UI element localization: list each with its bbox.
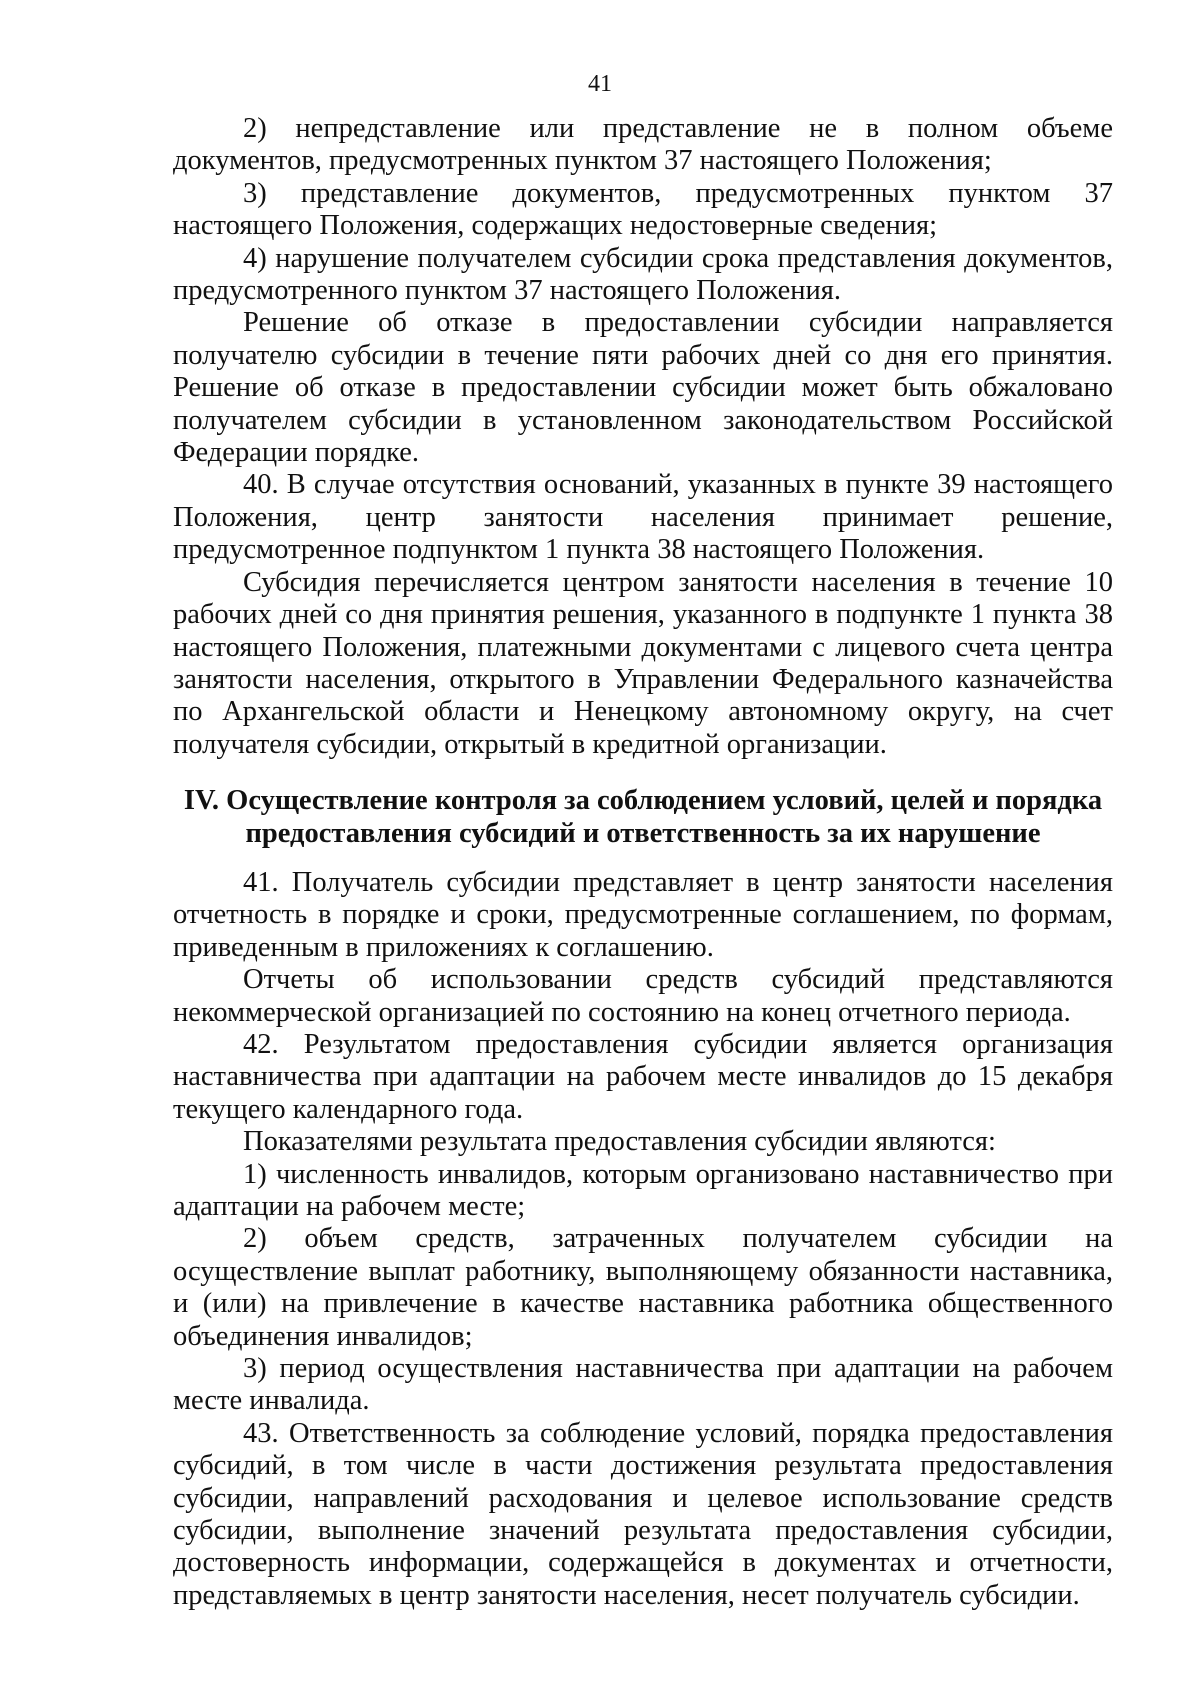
paragraph-indicator-3: 3) период осуществления наставничества при адаптации на рабочем месте инвалида. xyxy=(173,1353,1113,1417)
paragraph-reports: Отчеты об использовании средств субсидий представляются некоммерческой организацией по состоянию на конец отчетного периода. xyxy=(173,964,1113,1028)
paragraph-subsidy-transfer: Субсидия перечисляется центром занятости населения в течение 10 рабочих дней со дня принятия решения, указанного в подпункте 1 пункта 38 настоящего Положения, платежными документами с лицевого счета центра занятости населения, открытого в Управлении Федерального казначейства по Архангельской области и Ненецкому автономному округу, на счет получателя субсидии, открытый в кредитной организации. xyxy=(173,566,1113,760)
document-body xyxy=(173,113,1113,1612)
section-heading-line-1: IV. Осуществление контроля за соблюдением условий, целей и порядка xyxy=(183,785,1103,817)
paragraph-refusal-decision: Решение об отказе в предоставлении субсидии направляется получателю субсидии в течение пяти рабочих дней со дня его принятия. Решение об отказе в предоставлении субсидии может быть обжаловано получателем субсидии в установленном законодательством Российской Федерации порядке. xyxy=(173,307,1113,469)
paragraph-clause-43: 43. Ответственность за соблюдение условий, порядка предоставления субсидий, в том числе в части достижения результата предоставления субсидии, направлений расходования и целевое использование средств субсидии, выполнение значений результата предоставления субсидии, достоверность информации, содержащейся в документах и отчетности, представляемых в центр занятости населения, несет получатель субсидии. xyxy=(173,1417,1113,1611)
paragraph-item-2: 2) непредставление или представление не в полном объеме документов, предусмотренных пунктом 37 настоящего Положения; xyxy=(173,113,1113,177)
page-number: 41 xyxy=(588,71,612,97)
section-heading xyxy=(173,785,1113,850)
paragraph-clause-40: 40. В случае отсутствия оснований, указанных в пункте 39 настоящего Положения, центр занятости населения принимает решение, предусмотренное подпунктом 1 пункта 38 настоящего Положения. xyxy=(173,469,1113,566)
section-heading-line-2: предоставления субсидий и ответственность за их нарушение xyxy=(245,817,1041,849)
paragraph-indicators-intro: Показателями результата предоставления субсидии являются: xyxy=(243,1126,996,1158)
paragraph-clause-42: 42. Результатом предоставления субсидии является организация наставничества при адаптации на рабочем месте инвалидов до 15 декабря текущего календарного года. xyxy=(173,1028,1113,1125)
paragraph-item-4: 4) нарушение получателем субсидии срока представления документов, предусмотренного пунктом 37 настоящего Положения. xyxy=(173,242,1113,307)
paragraph-clause-41: 41. Получатель субсидии представляет в центр занятости населения отчетность в порядке и сроки, предусмотренные соглашением, по формам, приведенным в приложениях к соглашению. xyxy=(173,866,1113,963)
paragraph-indicator-2: 2) объем средств, затраченных получателем субсидии на осуществление выплат работнику, выполняющему обязанности наставника, и (или) на привлечение в качестве наставника работника общественного объединения инвалидов; xyxy=(173,1223,1113,1352)
paragraph-item-3: 3) представление документов, предусмотренных пунктом 37 настоящего Положения, содержащих недостоверные сведения; xyxy=(173,177,1113,242)
paragraph-indicator-1: 1) численность инвалидов, которым организовано наставничество при адаптации на рабочем месте; xyxy=(173,1158,1113,1222)
